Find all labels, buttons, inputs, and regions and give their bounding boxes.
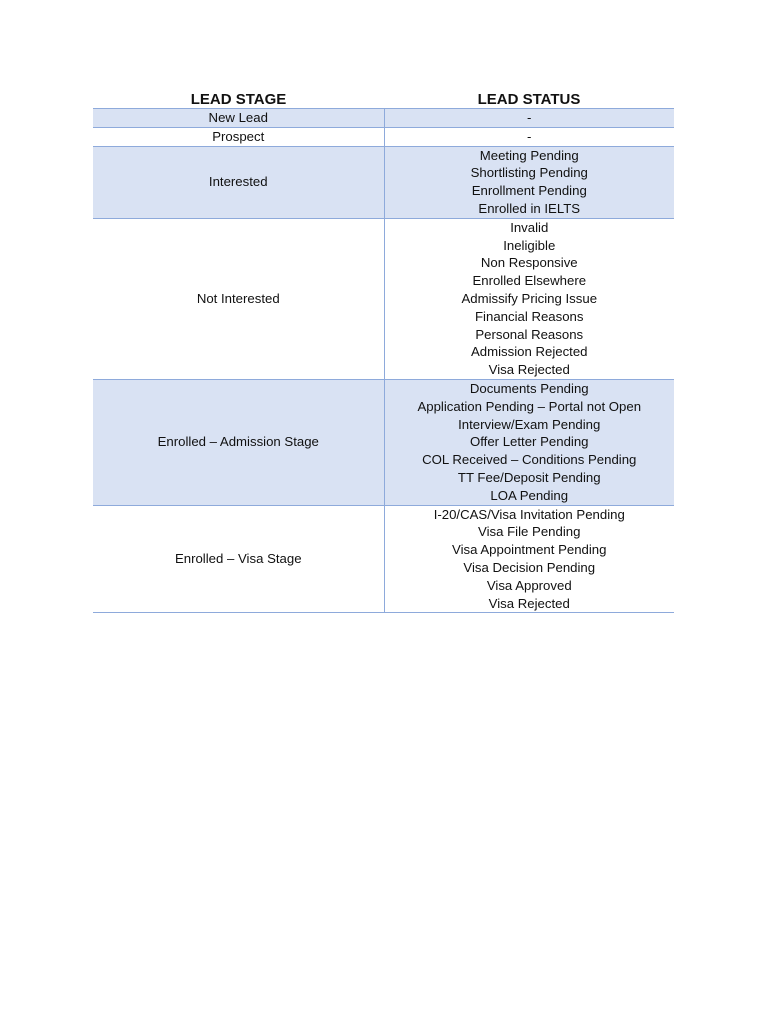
status-item: Interview/Exam Pending [458,416,601,432]
status-item: Invalid [510,219,549,235]
status-item: Visa Decision Pending [463,559,596,575]
status-item: Enrolled Elsewhere [472,273,587,289]
status-item: Shortlisting Pending [470,165,588,181]
status-item: LOA Pending [490,487,569,503]
status-item: Application Pending – Portal not Open [417,398,642,414]
status-cell [384,109,674,128]
table-row-new-lead [93,109,674,128]
status-item: Visa Rejected [488,362,570,378]
status-item: Personal Reasons [475,326,584,342]
status-cell [384,379,674,505]
lead-status-header: LEAD STATUS [384,87,674,109]
status-item: Admission Rejected [470,344,588,360]
status-item: Non Responsive [480,255,578,271]
status-cell [384,218,674,379]
status-item: - [527,110,532,125]
stage-cell: New Lead [93,109,384,128]
status-cell [384,146,674,218]
status-item: Enrolled in IELTS [478,200,581,216]
stage-cell: Enrolled – Admission Stage [93,379,384,505]
table-header-row [93,87,674,109]
stage-cell: Prospect [93,127,384,146]
table-row-prospect [93,127,674,146]
stage-cell: Not Interested [93,218,384,379]
table-row-interested [93,146,674,218]
stage-cell: Interested [93,146,384,218]
status-item: Documents Pending [469,380,589,396]
status-item: Ineligible [503,237,556,253]
status-item: Visa File Pending [478,524,581,540]
status-item: - [527,128,532,144]
status-item: Admissify Pricing Issue [461,290,598,306]
status-item: Enrollment Pending [471,183,587,199]
stage-cell: Enrolled – Visa Stage [93,505,384,613]
table-row-not-interested [93,218,674,379]
status-item: Visa Appointment Pending [452,542,607,558]
status-item: I-20/CAS/Visa Invitation Pending [433,506,625,522]
status-cell [384,127,674,146]
lead-stage-header: LEAD STAGE [93,87,384,109]
status-item: Meeting Pending [479,147,579,163]
status-item: Visa Approved [486,577,572,593]
table-row-enrolled-admission [93,379,674,505]
lead-stage-table [93,87,674,613]
status-item: COL Received – Conditions Pending [422,452,637,468]
status-cell [384,505,674,613]
status-item: Financial Reasons [475,308,584,324]
status-item: TT Fee/Deposit Pending [457,469,601,485]
status-item: Offer Letter Pending [469,434,589,450]
table-row-enrolled-visa [93,505,674,613]
status-item: Visa Rejected [488,595,570,611]
